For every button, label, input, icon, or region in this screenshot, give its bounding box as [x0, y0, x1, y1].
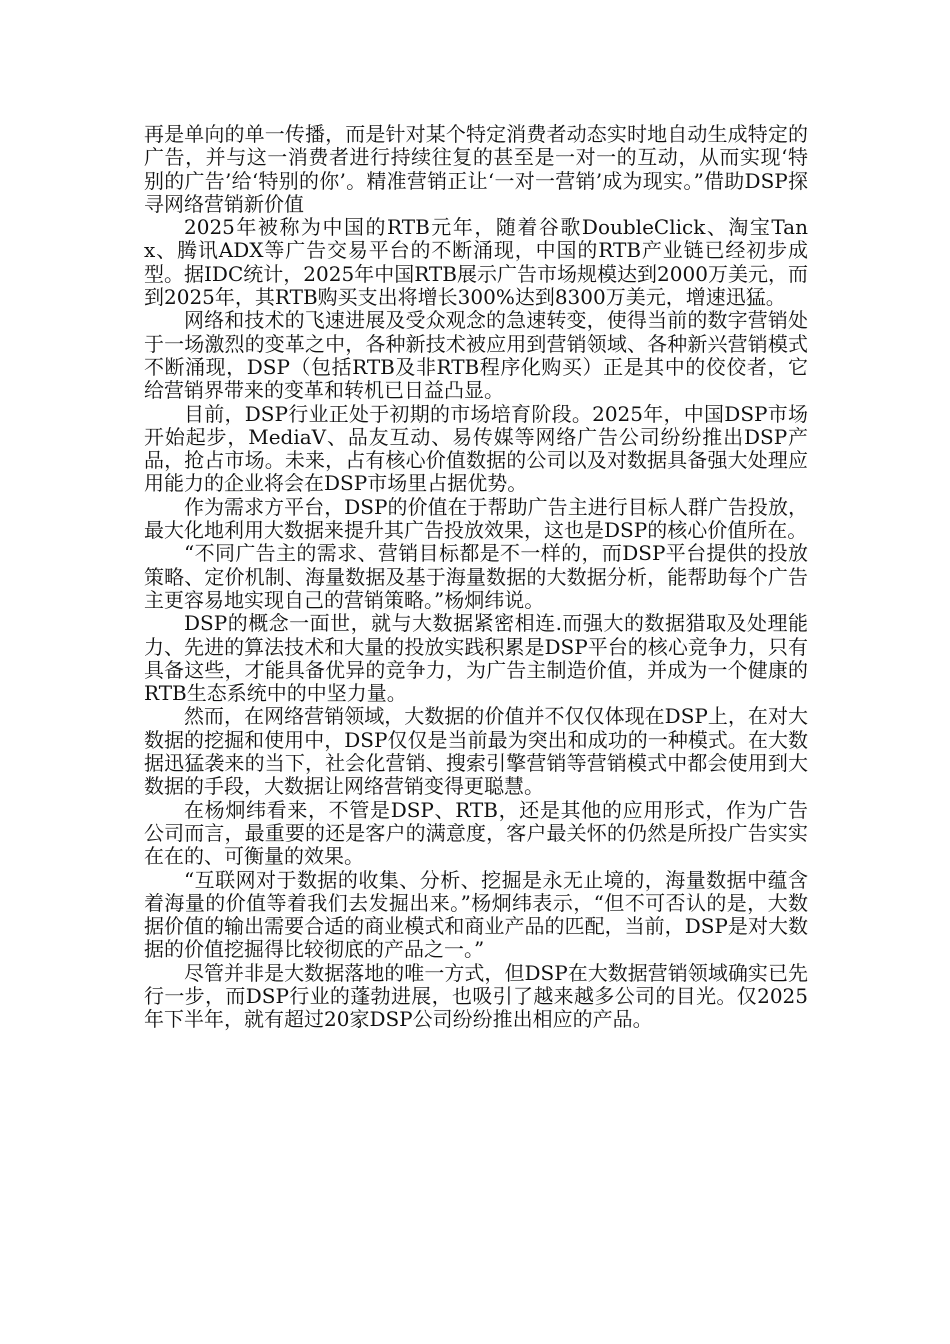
- paragraph-dsp-industry: 目前，DSP行业正处于初期的市场培育阶段。2025年，中国DSP市场开始起步，MediaV、品友互动、易传媒等网络广告公司纷纷推出DSP产品，抢占市场。未来，占有核心价值数据的公司以及对数据具备强大处理应用能力的企业将会在DSP市场里占据优势。: [144, 401, 808, 496]
- paragraph-dsp-big-data: DSP的概念一面世，就与大数据紧密相连.而强大的数据猎取及处理能力、先进的算法技术和大量的投放实践积累是DSP平台的核心竞争力，只有具备这些，才能具备优异的竞争力，为广告主制造价值，并成为一个健康的RTB生态系统中的中坚力量。: [144, 611, 808, 706]
- paragraph-dsp-value: 作为需求方平台，DSP的价值在于帮助广告主进行目标人群广告投放，最大化地利用大数据来提升其广告投放效果，这也是DSP的核心价值所在。: [144, 494, 808, 543]
- paragraph-big-data-value: 然而，在网络营销领域，大数据的价值并不仅仅体现在DSP上，在对大数据的挖掘和使用中，DSP仅仅是当前最为突出和成功的一种模式。在大数据迅猛袭来的当下，社会化营销、搜索引擎营销等营销模式中都会使用到大数据的手段，大数据让网络营销变得更聪慧。: [144, 704, 808, 799]
- paragraph-continuation: 再是单向的单一传播，而是针对某个特定消费者动态实时地自动生成特定的广告，并与这一消费者进行持续往复的甚至是一对一的互动，从而实现‘特别的广告’给‘特别的你’。精准营销正让‘一对一营销’成为现实。”借助DSP探寻网络营销新价值: [144, 122, 808, 216]
- article-body: [144, 123, 808, 1032]
- paragraph-quote-internet-data: “互联网对于数据的收集、分析、挖掘是永无止境的，海量数据中蕴含着海量的价值等着我们去发掘出来。”杨炯纬表示，“但不可否认的是，大数据价值的输出需要合适的商业模式和商业产品的匹配，当前，DSP是对大数据的价值挖掘得比较彻底的产品之一。”: [144, 867, 808, 962]
- paragraph-quote-advertisers: “不同广告主的需求、营销目标都是不一样的，而DSP平台提供的投放策略、定价机制、海量数据及基于海量数据的大数据分析，能帮助每个广告主更容易地实现自己的营销策略。”杨炯纬说。: [144, 541, 808, 612]
- paragraph-rtb-year: 2025年被称为中国的RTB元年，随着谷歌DoubleClick、淘宝Tanx、腾讯ADX等广告交易平台的不断涌现，中国的RTB产业链已经初步成型。据IDC统计，2025年中国RTB展示广告市场规模达到2000万美元，而到2025年，其RTB购买支出将增长300%达到8300万美元，增速迅猛。: [144, 215, 808, 310]
- paragraph-client-satisfaction: 在杨炯纬看来，不管是DSP、RTB，还是其他的应用形式，作为广告公司而言，最重要的还是客户的满意度，客户最关怀的仍然是所投广告实实在在的、可衡量的效果。: [144, 797, 808, 869]
- paragraph-dsp-growth: 尽管并非是大数据落地的唯一方式，但DSP在大数据营销领域确实已先行一步，而DSP行业的蓬勃进展，也吸引了越来越多公司的目光。仅2025年下半年，就有超过20家DSP公司纷纷推出相应的产品。: [144, 960, 808, 1032]
- paragraph-digital-marketing-change: 网络和技术的飞速进展及受众观念的急速转变，使得当前的数字营销处于一场激烈的变革之中，各种新技术被应用到营销领域、各种新兴营销模式不断涌现，DSP（包括RTB及非RTB程序化购买）正是其中的佼佼者，它给营销界带来的变革和转机已日益凸显。: [144, 308, 808, 403]
